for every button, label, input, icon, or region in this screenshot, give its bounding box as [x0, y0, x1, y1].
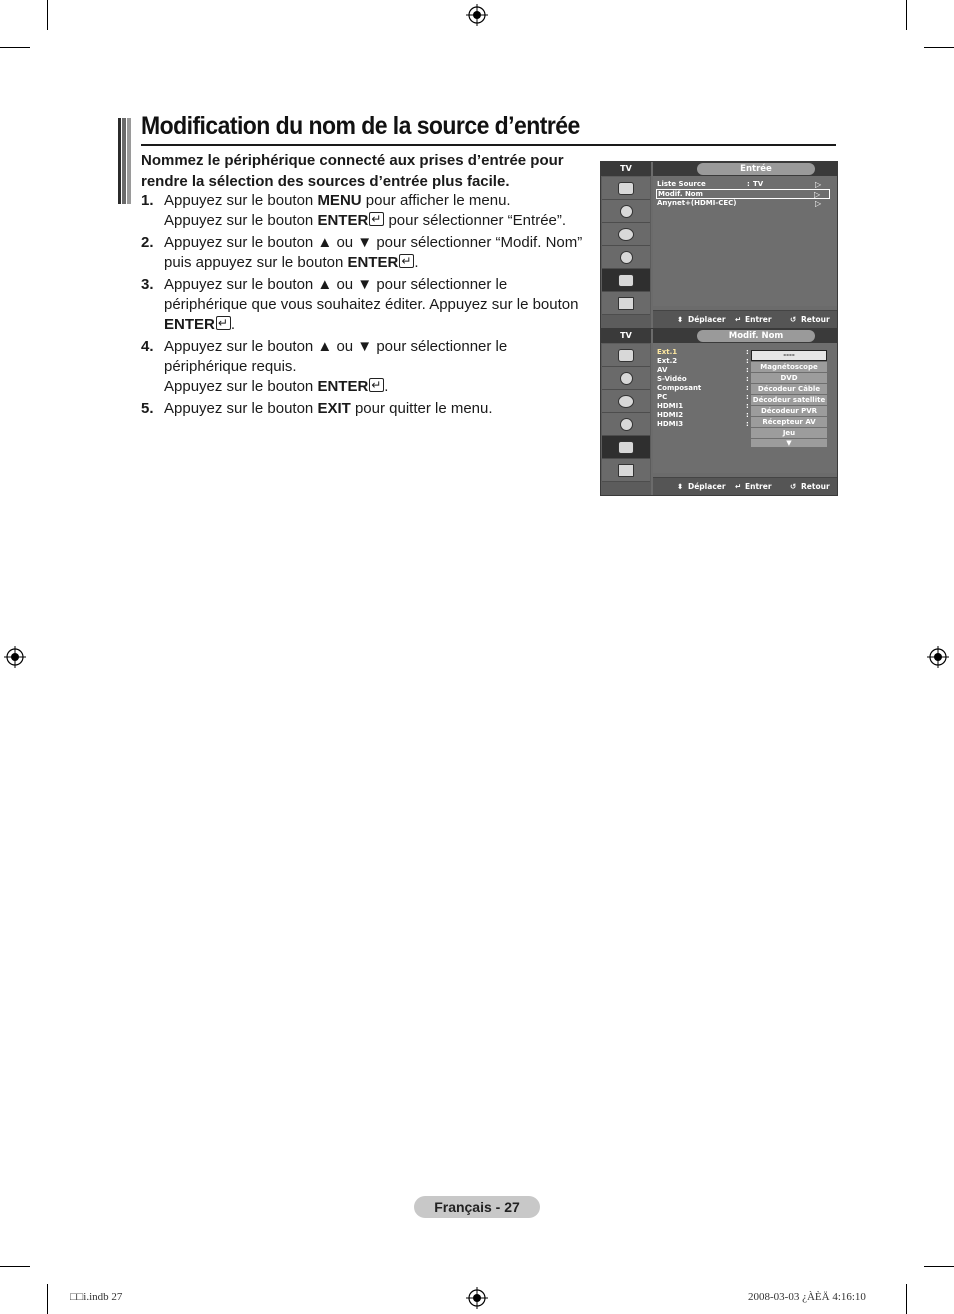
- osd-header: [653, 329, 837, 343]
- step-keyword: ENTER: [164, 316, 215, 333]
- osd-header: [653, 162, 837, 176]
- step-keyword: ENTER: [317, 378, 369, 395]
- step-text: .: [230, 316, 236, 333]
- crop-mark: [906, 0, 907, 30]
- step-text: pour quitter le menu.: [350, 400, 493, 417]
- crop-mark: [924, 1266, 954, 1267]
- source-item[interactable]: [657, 420, 749, 429]
- dropdown-option[interactable]: Décodeur Câble: [751, 384, 827, 394]
- source-item[interactable]: [657, 411, 749, 420]
- osd-header-title: Modif. Nom: [697, 330, 815, 342]
- step-keyword: ENTER: [347, 254, 399, 271]
- return-icon: ↺: [790, 482, 797, 491]
- source-colon: :: [746, 375, 749, 383]
- channel-menu-icon[interactable]: [602, 223, 650, 246]
- source-item[interactable]: [657, 348, 749, 357]
- source-colon: :: [746, 411, 749, 419]
- device-name-dropdown[interactable]: [751, 350, 827, 447]
- step-item: [141, 399, 591, 419]
- menu-item-value: TV: [753, 180, 764, 188]
- enter-icon: [369, 378, 384, 392]
- page-number-badge: Français - 27: [414, 1196, 540, 1218]
- dropdown-option[interactable]: Jeu: [751, 428, 827, 438]
- source-label: S-Vidéo: [657, 375, 687, 383]
- print-slug-file: □□i.indb 27: [70, 1291, 123, 1303]
- input-menu-icon[interactable]: [602, 436, 650, 459]
- step-keyword: MENU: [317, 192, 362, 209]
- footer-return-label: Retour: [801, 482, 830, 491]
- source-label: HDMI3: [657, 420, 684, 428]
- scroll-down-icon[interactable]: ▼: [751, 439, 827, 447]
- menu-item-colon: :: [747, 180, 750, 188]
- application-menu-icon[interactable]: [602, 459, 650, 482]
- registration-mark-icon: [927, 646, 949, 668]
- steps-list: [141, 191, 591, 421]
- osd-rename-menu: [600, 328, 838, 496]
- chevron-right-icon: ▷: [815, 199, 822, 208]
- source-item[interactable]: [657, 384, 749, 393]
- menu-item-label: Modif. Nom: [658, 190, 703, 198]
- dropdown-option[interactable]: Récepteur AV: [751, 417, 827, 427]
- dropdown-option[interactable]: Magnétoscope: [751, 362, 827, 372]
- move-icon: ⬍: [677, 482, 684, 491]
- enter-icon: [369, 212, 384, 226]
- title-divider: [141, 144, 836, 146]
- source-colon: :: [746, 420, 749, 428]
- dropdown-option[interactable]: Décodeur PVR: [751, 406, 827, 416]
- step-text: pour sélectionner “Entrée”.: [384, 212, 567, 229]
- enter-icon: ↵: [735, 315, 742, 324]
- step-keyword: EXIT: [317, 400, 351, 417]
- source-label: HDMI1: [657, 402, 684, 410]
- source-colon: :: [746, 366, 749, 374]
- crop-mark: [906, 1284, 907, 1314]
- step-item: [141, 191, 591, 231]
- step-item: [141, 233, 591, 273]
- source-label: Composant: [657, 384, 702, 392]
- step-number: 2.: [141, 234, 154, 251]
- source-colon: :: [746, 384, 749, 392]
- source-colon: :: [746, 348, 749, 356]
- sound-menu-icon[interactable]: [602, 200, 650, 223]
- osd-sidebar: [601, 329, 651, 495]
- input-menu-icon[interactable]: [602, 269, 650, 292]
- chevron-right-icon: ▷: [815, 180, 822, 189]
- step-keyword: ENTER: [317, 212, 369, 229]
- enter-icon: [216, 316, 231, 330]
- osd-input-menu: [600, 161, 838, 329]
- channel-menu-icon[interactable]: [602, 390, 650, 413]
- enter-icon: ↵: [735, 482, 742, 491]
- step-number: 3.: [141, 276, 154, 293]
- step-number: 4.: [141, 338, 154, 355]
- osd-footer: [653, 477, 837, 495]
- crop-mark: [924, 47, 954, 48]
- footer-enter-label: Entrer: [745, 315, 772, 324]
- step-text: Appuyez sur le bouton ▲ ou ▼ pour sélectionner “Modif. Nom” puis appuyez sur le bouton: [164, 234, 583, 271]
- dropdown-option[interactable]: DVD: [751, 373, 827, 383]
- osd-sidebar: [601, 162, 651, 328]
- footer-enter-label: Entrer: [745, 482, 772, 491]
- source-item[interactable]: [657, 375, 749, 384]
- source-colon: :: [746, 357, 749, 365]
- crop-mark: [0, 1266, 30, 1267]
- step-number: 1.: [141, 192, 154, 209]
- step-text: Appuyez sur le bouton: [164, 192, 318, 209]
- move-icon: ⬍: [677, 315, 684, 324]
- picture-menu-icon[interactable]: [602, 344, 650, 367]
- menu-item-rename[interactable]: [656, 189, 830, 199]
- source-label: AV: [657, 366, 668, 374]
- return-icon: ↺: [790, 315, 797, 324]
- enter-icon: [399, 254, 414, 268]
- dropdown-option[interactable]: ----: [751, 350, 827, 361]
- page-title: Modification du nom de la source d’entrée: [141, 112, 580, 140]
- menu-item-label: Anynet+(HDMI-CEC): [657, 199, 737, 207]
- picture-menu-icon[interactable]: [602, 177, 650, 200]
- sound-menu-icon[interactable]: [602, 367, 650, 390]
- setup-menu-icon[interactable]: [602, 246, 650, 269]
- step-text: Appuyez sur le bouton: [164, 400, 318, 417]
- menu-item-anynet[interactable]: [657, 199, 822, 208]
- osd-menu-body: [653, 343, 837, 473]
- source-item[interactable]: [657, 357, 749, 366]
- osd-header-title: Entrée: [697, 163, 815, 175]
- osd-tv-label: TV: [601, 162, 651, 176]
- source-item[interactable]: [657, 366, 749, 375]
- title-accent-bar: [118, 118, 131, 204]
- source-label: PC: [657, 393, 668, 401]
- source-colon: :: [746, 393, 749, 401]
- osd-tv-label: TV: [601, 329, 651, 343]
- setup-menu-icon[interactable]: [602, 413, 650, 436]
- application-menu-icon[interactable]: [602, 292, 650, 315]
- dropdown-option[interactable]: Décodeur satellite: [752, 396, 826, 404]
- step-text: .: [384, 378, 389, 395]
- step-item: [141, 337, 591, 397]
- step-text: Appuyez sur le bouton ▲ ou ▼ pour sélectionner le périphérique requis.: [164, 338, 508, 375]
- registration-mark-icon: [466, 1287, 488, 1309]
- footer-move-label: Déplacer: [688, 482, 726, 491]
- step-item: [141, 275, 591, 335]
- step-text: .: [414, 254, 419, 271]
- step-text: Appuyez sur le bouton ▲ ou ▼ pour sélectionner le périphérique que vous souhaitez éditer. Appuyez sur le bouton: [164, 276, 579, 313]
- source-label: Ext.2: [657, 357, 678, 365]
- registration-mark-icon: [4, 646, 26, 668]
- intro-text: Nommez le périphérique connecté aux prises d’entrée pour rendre la sélection des sources d’entrée plus facile.: [141, 152, 564, 190]
- footer-move-label: Déplacer: [688, 315, 726, 324]
- menu-item-label: Liste Source: [657, 180, 706, 188]
- osd-menu-body: [653, 176, 837, 306]
- crop-mark: [47, 1284, 48, 1314]
- crop-mark: [47, 0, 48, 30]
- source-colon: :: [746, 402, 749, 410]
- crop-mark: [0, 47, 30, 48]
- footer-return-label: Retour: [801, 315, 830, 324]
- source-label: Ext.1: [657, 348, 678, 356]
- chevron-right-icon: ▷: [814, 190, 821, 199]
- step-number: 5.: [141, 400, 154, 417]
- registration-mark-icon: [466, 4, 488, 26]
- source-item[interactable]: [657, 402, 749, 411]
- source-label: HDMI2: [657, 411, 684, 419]
- source-item[interactable]: [657, 393, 749, 402]
- step-text: Appuyez sur le bouton: [164, 212, 318, 229]
- menu-item-source-list[interactable]: [657, 180, 822, 189]
- step-text: pour afficher le menu.: [361, 192, 511, 209]
- step-text: Appuyez sur le bouton: [164, 378, 318, 395]
- print-slug-date: 2008-03-03 ¿ÀÈÄ 4:16:10: [748, 1291, 866, 1303]
- osd-footer: [653, 310, 837, 328]
